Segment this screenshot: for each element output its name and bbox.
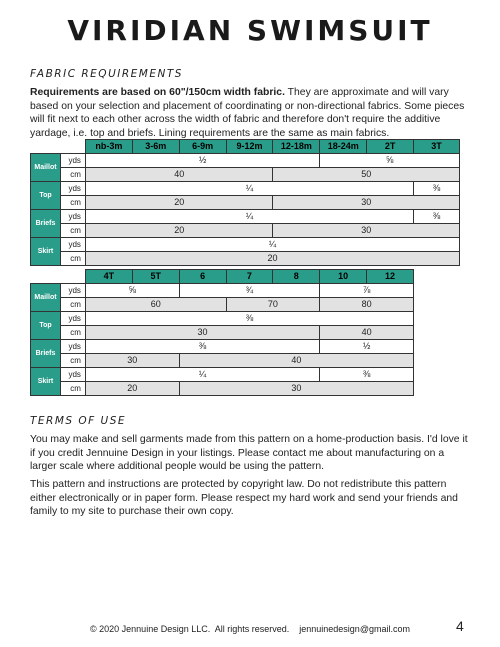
table-row bbox=[31, 182, 460, 196]
table-row bbox=[31, 238, 460, 252]
unit-label: cm bbox=[60, 298, 85, 312]
table-cell: 30 bbox=[179, 382, 413, 396]
table-header-row bbox=[31, 140, 460, 154]
table-cell: ⅜ bbox=[85, 340, 319, 354]
table-row bbox=[31, 340, 414, 354]
table-row bbox=[31, 224, 460, 238]
table-row bbox=[31, 252, 460, 266]
garment-label: Skirt bbox=[31, 368, 61, 396]
table-header-row bbox=[31, 270, 414, 284]
table-cell: 30 bbox=[85, 326, 319, 340]
table-cell: 30 bbox=[85, 354, 179, 368]
fabric-requirements-heading: FABRIC REQUIREMENTS bbox=[30, 68, 183, 80]
unit-label: yds bbox=[60, 182, 85, 196]
table-row bbox=[31, 196, 460, 210]
unit-label: cm bbox=[60, 382, 85, 396]
requirements-table-infant bbox=[30, 139, 460, 266]
page-number: 4 bbox=[456, 618, 464, 634]
unit-label: cm bbox=[60, 354, 85, 368]
table-cell: 20 bbox=[85, 196, 273, 210]
table-cell: ⅜ bbox=[414, 210, 460, 224]
unit-label: yds bbox=[60, 154, 85, 168]
table-cell: ½ bbox=[85, 154, 319, 168]
table-cell: 60 bbox=[85, 298, 226, 312]
table-row bbox=[31, 312, 414, 326]
size-header: 18-24m bbox=[320, 140, 367, 154]
terms-paragraph-1: You may make and sell garments made from this pattern on a home-production basis. I'd love it if you credit Jennuine Design in your listings. Please contact me about manufacturing on a larger scale where additional people would be using the pattern. bbox=[30, 434, 468, 472]
table-row bbox=[31, 210, 460, 224]
table-row bbox=[31, 298, 414, 312]
unit-label: yds bbox=[60, 238, 85, 252]
garment-label: Top bbox=[31, 312, 61, 340]
requirements-table-child bbox=[30, 269, 414, 396]
garment-label: Skirt bbox=[31, 238, 61, 266]
table-cell: ⅜ bbox=[320, 368, 414, 382]
size-header: 4T bbox=[85, 270, 132, 284]
size-header: 9-12m bbox=[226, 140, 273, 154]
unit-label: yds bbox=[60, 340, 85, 354]
table-cell: ¾ bbox=[179, 284, 320, 298]
table-row bbox=[31, 154, 460, 168]
unit-label: yds bbox=[60, 312, 85, 326]
table-cell: 20 bbox=[85, 382, 179, 396]
page-footer: © 2020 Jennuine Design LLC. All rights reserved. jennuinedesign@gmail.com bbox=[90, 624, 410, 634]
size-header: 8 bbox=[273, 270, 320, 284]
unit-label: cm bbox=[60, 326, 85, 340]
unit-label: yds bbox=[60, 368, 85, 382]
table-cell: ¼ bbox=[85, 368, 319, 382]
size-header: 12 bbox=[367, 270, 414, 284]
garment-label: Top bbox=[31, 182, 61, 210]
size-header: 2T bbox=[367, 140, 414, 154]
table-row bbox=[31, 284, 414, 298]
table-cell: 40 bbox=[320, 326, 414, 340]
table-row bbox=[31, 326, 414, 340]
fabric-intro-bold: Requirements are based on 60"/150cm width fabric. bbox=[30, 87, 285, 98]
table-row bbox=[31, 168, 460, 182]
size-header: 12-18m bbox=[273, 140, 320, 154]
garment-label: Maillot bbox=[31, 154, 61, 182]
table-cell: ¼ bbox=[85, 182, 413, 196]
size-header: 3T bbox=[414, 140, 460, 154]
unit-label: cm bbox=[60, 252, 85, 266]
table-cell: ¼ bbox=[85, 210, 413, 224]
table-cell: 50 bbox=[273, 168, 460, 182]
table-row bbox=[31, 382, 414, 396]
unit-label: yds bbox=[60, 284, 85, 298]
table-cell: 80 bbox=[320, 298, 414, 312]
size-header: 7 bbox=[226, 270, 273, 284]
table-cell: ½ bbox=[320, 340, 414, 354]
table-cell: ⅞ bbox=[320, 284, 414, 298]
table-cell: ⅜ bbox=[414, 182, 460, 196]
table-cell: ⅝ bbox=[85, 284, 179, 298]
table-cell: 70 bbox=[226, 298, 320, 312]
size-header: 10 bbox=[320, 270, 367, 284]
size-header: 5T bbox=[132, 270, 179, 284]
garment-label: Briefs bbox=[31, 210, 61, 238]
garment-label: Maillot bbox=[31, 284, 61, 312]
table-cell: 30 bbox=[273, 196, 460, 210]
table-row bbox=[31, 354, 414, 368]
table-cell: ⅜ bbox=[85, 312, 413, 326]
table-cell: ¼ bbox=[85, 238, 459, 252]
table-cell: 40 bbox=[85, 168, 273, 182]
table-cell: ⅝ bbox=[320, 154, 460, 168]
size-header: nb-3m bbox=[85, 140, 132, 154]
terms-of-use-heading: TERMS OF USE bbox=[30, 415, 127, 427]
fabric-intro-text: They are approximate and will vary based on your selection and placement of coordinating or non-directional fabrics. Some pieces will fit next to each other across the width of fabric and therefore don't require the additive yardage, i.e. top and briefs. Lining requirements are the same as main fabrics. bbox=[30, 87, 465, 139]
terms-paragraph-2: This pattern and instructions are protected by copyright law. Do not redistribute this pattern either electronically or in paper form. Please respect my hard work and send your friends and family to my site to purchase their own copy. bbox=[30, 479, 458, 517]
table-cell: 20 bbox=[85, 224, 273, 238]
table-cell: 20 bbox=[85, 252, 459, 266]
size-header: 6 bbox=[179, 270, 226, 284]
unit-label: cm bbox=[60, 168, 85, 182]
table-cell: 30 bbox=[273, 224, 460, 238]
garment-label: Briefs bbox=[31, 340, 61, 368]
table-row bbox=[31, 368, 414, 382]
unit-label: yds bbox=[60, 210, 85, 224]
size-header: 6-9m bbox=[179, 140, 226, 154]
unit-label: cm bbox=[60, 224, 85, 238]
table-cell: 40 bbox=[179, 354, 413, 368]
size-header: 3-6m bbox=[132, 140, 179, 154]
page-title: VIRIDIAN SWIMSUIT bbox=[67, 14, 433, 47]
fabric-intro-paragraph bbox=[30, 86, 470, 140]
unit-label: cm bbox=[60, 196, 85, 210]
